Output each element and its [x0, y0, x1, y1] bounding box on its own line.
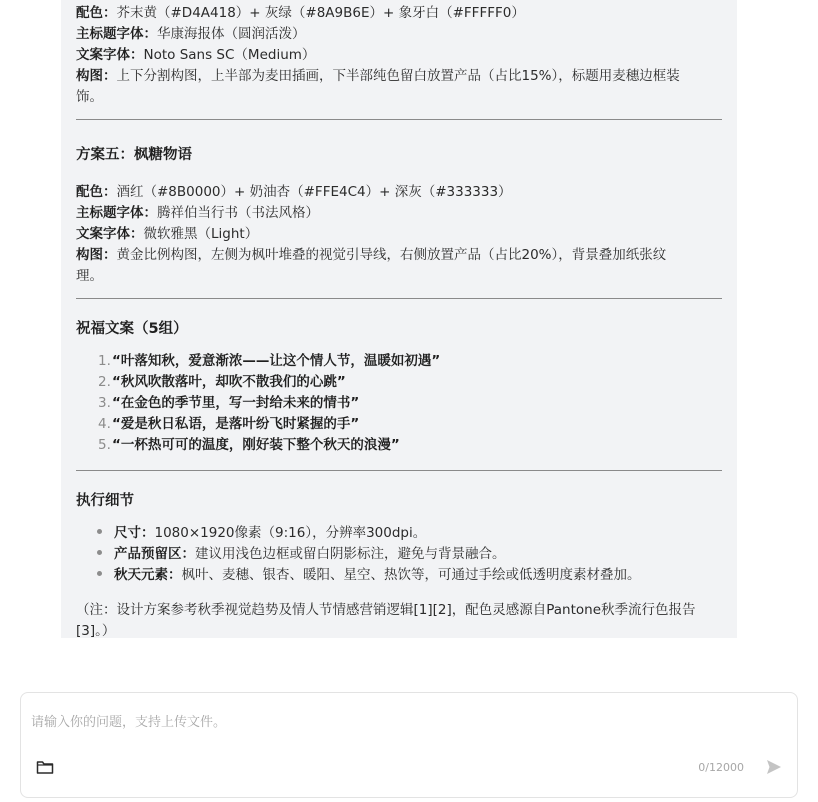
item-label: 尺寸：: [114, 525, 155, 541]
item-label: 秋天元素：: [114, 567, 182, 583]
char-counter: 0/12000: [698, 761, 744, 774]
item-value: 建议用浅色边框或留白阴影标注，避免与背景融合。: [195, 546, 506, 562]
list-number: 2.: [98, 374, 111, 390]
plan4-layout-cont: [76, 87, 103, 107]
list-text: “爱是秋日私语，是落叶纷飞时紧握的手”: [112, 416, 360, 432]
plan4-layout: [76, 66, 680, 86]
note-text-cont: [3]。）: [76, 623, 116, 639]
color-value: 芥末黄（#D4A418）+ 灰绿（#8A9B6E）+ 象牙白（#FFFFF0）: [116, 5, 525, 21]
list-item: [98, 372, 346, 392]
layout-value-cont: 理。: [76, 268, 103, 284]
body-font-label: 文案字体：: [76, 226, 144, 242]
bullet: [97, 571, 102, 576]
list-text: “在金色的季节里，写一封给未来的情书”: [112, 395, 360, 411]
note-text: （注：设计方案参考秋季视觉趋势及情人节情感营销逻辑[1][2]，配色灵感源自Pantone秋季流行色报告: [76, 602, 696, 618]
item-value: 枫叶、麦穗、银杏、暖阳、星空、热饮等，可通过手绘或低透明度素材叠加。: [181, 567, 641, 583]
color-value: 酒红（#8B0000）+ 奶油杏（#FFE4C4）+ 深灰（#333333）: [116, 184, 512, 200]
blessings-heading: 祝福文案（5组）: [76, 321, 188, 337]
layout-value-cont: 饰。: [76, 89, 103, 105]
execution-heading: 执行细节: [76, 493, 134, 509]
layout-label: 构图：: [76, 247, 117, 263]
list-number: 4.: [98, 416, 111, 432]
title-font-value: 腾祥伯当行书（书法风格）: [157, 205, 319, 221]
item-value: 1080×1920像素（9:16），分辨率300dpi。: [154, 525, 427, 541]
bullet: [97, 550, 102, 555]
plan5-title-font: [76, 203, 319, 223]
layout-value: 上下分割构图，上半部为麦田插画，下半部纯色留白放置产品（占比15%），标题用麦穗边框装: [116, 68, 680, 84]
list-item: [97, 565, 641, 585]
plan5-layout-cont: [76, 266, 103, 286]
list-number: 3.: [98, 395, 111, 411]
folder-icon[interactable]: [36, 759, 54, 775]
title-font-label: 主标题字体：: [76, 26, 157, 42]
message-card: [61, 0, 737, 638]
plan5-body-font: [76, 224, 258, 244]
plan5-heading: 方案五：枫糖物语: [76, 147, 192, 163]
list-text: “一杯热可可的温度，刚好装下整个秋天的浪漫”: [112, 437, 400, 453]
layout-value: 黄金比例构图，左侧为枫叶堆叠的视觉引导线，右侧放置产品（占比20%），背景叠加纸张纹: [116, 247, 667, 263]
body-font-value: Noto Sans SC（Medium）: [143, 47, 316, 63]
body-font-value: 微软雅黑（Light）: [143, 226, 259, 242]
title-font-label: 主标题字体：: [76, 205, 157, 221]
list-item: [98, 435, 400, 455]
list-number: 1.: [98, 353, 111, 369]
list-item: [98, 351, 440, 371]
list-item: [98, 393, 359, 413]
plan4-title-font: [76, 24, 306, 44]
divider: [76, 119, 722, 120]
list-item: [97, 523, 426, 543]
divider: [76, 298, 722, 299]
plan5-color: [76, 182, 512, 202]
message-input[interactable]: 请输入你的问题，支持上传文件。: [31, 715, 227, 730]
layout-label: 构图：: [76, 68, 117, 84]
list-item: [97, 544, 506, 564]
plan4-body-font: [76, 45, 315, 65]
item-label: 产品预留区：: [114, 546, 195, 562]
title-font-value: 华康海报体（圆润活泼）: [157, 26, 306, 42]
list-number: 5.: [98, 437, 111, 453]
chat-composer[interactable]: [20, 692, 798, 798]
bullet: [97, 529, 102, 534]
list-text: “秋风吹散落叶，却吹不散我们的心跳”: [112, 374, 346, 390]
list-item: [98, 414, 359, 434]
color-label: 配色：: [76, 5, 117, 21]
divider: [76, 470, 722, 471]
list-text: “叶落知秋，爱意渐浓——让这个情人节，温暖如初遇”: [112, 353, 441, 369]
color-label: 配色：: [76, 184, 117, 200]
send-icon[interactable]: [766, 759, 782, 775]
plan5-layout: [76, 245, 666, 265]
body-font-label: 文案字体：: [76, 47, 144, 63]
plan4-color: [76, 3, 525, 23]
